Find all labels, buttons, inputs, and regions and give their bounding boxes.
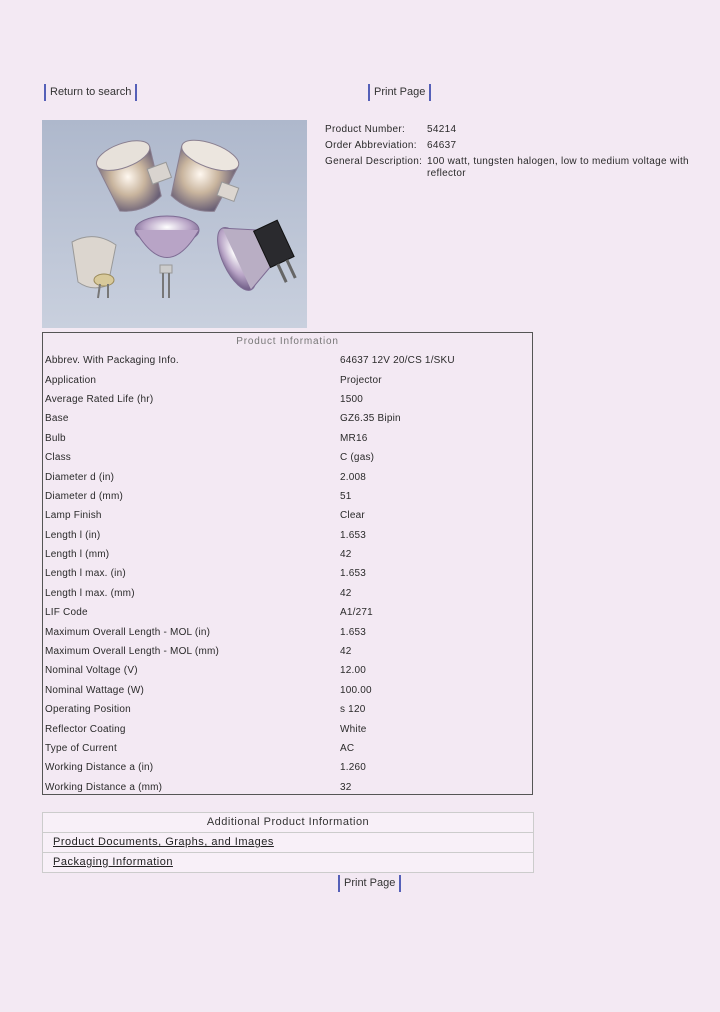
- spec-label: Base: [45, 413, 69, 425]
- return-to-search-button[interactable]: Return to search: [44, 84, 137, 101]
- spec-value: 64637 12V 20/CS 1/SKU: [340, 355, 455, 367]
- spec-label: Length l (mm): [45, 549, 110, 561]
- spec-value: Projector: [340, 374, 382, 386]
- spec-label: Diameter d (mm): [45, 490, 124, 502]
- table-row: [43, 351, 532, 370]
- additional-info-title: Additional Product Information: [42, 812, 534, 832]
- table-row: [43, 739, 532, 758]
- print-page-bottom-button[interactable]: Print Page: [338, 875, 401, 892]
- spec-label: Type of Current: [45, 743, 117, 754]
- spec-label: Bulb: [45, 432, 66, 444]
- product-photo: [42, 120, 307, 328]
- table-row: [43, 661, 532, 680]
- product-number-label: Product Number:: [325, 124, 406, 135]
- spec-value: 42: [340, 549, 352, 561]
- spec-label: Class: [45, 452, 72, 464]
- packaging-information-row: [42, 853, 534, 873]
- spec-value: 32: [340, 781, 352, 793]
- additional-product-information: [42, 812, 534, 873]
- spec-label: Maximum Overall Length - MOL (mm): [45, 646, 220, 658]
- table-row: [43, 390, 532, 409]
- spec-value: 42: [340, 587, 352, 599]
- spec-value: 2.008: [340, 471, 367, 483]
- spec-value: White: [340, 723, 367, 735]
- spec-label: Working Distance a (in): [45, 762, 154, 774]
- spec-label: Application: [45, 374, 97, 386]
- spec-value: s 120: [340, 704, 366, 716]
- spec-label: Lamp Finish: [45, 510, 102, 522]
- general-description-label: General Description:: [325, 156, 423, 167]
- table-row: [43, 584, 532, 603]
- general-description-value: 100 watt, tungsten halogen, low to medium voltage with reflector: [427, 156, 689, 179]
- spec-value: C (gas): [340, 452, 375, 464]
- spec-value: 12.00: [340, 665, 367, 677]
- spec-value: 1500: [340, 393, 364, 405]
- product-documents-row: [42, 832, 534, 853]
- spec-value: 1.653: [340, 568, 367, 580]
- spec-value: A1/271: [340, 607, 373, 619]
- spec-value: 42: [340, 646, 352, 658]
- table-row: [43, 719, 532, 738]
- table-row: [43, 506, 532, 525]
- spec-value: 51: [340, 490, 352, 502]
- table-row: [43, 429, 532, 448]
- lamp-photo-image: [42, 120, 307, 328]
- table-row: [43, 603, 532, 622]
- spec-value: GZ6.35 Bipin: [340, 413, 401, 425]
- spec-value: 1.653: [340, 626, 367, 638]
- product-information-rows: [43, 351, 532, 797]
- table-row: [43, 526, 532, 545]
- product-information-table: [42, 332, 533, 795]
- spec-label: Nominal Voltage (V): [45, 665, 138, 677]
- spec-label: Length l max. (in): [45, 568, 126, 580]
- spec-value: 1.260: [340, 762, 367, 774]
- spec-value: Clear: [340, 510, 365, 522]
- table-row: [43, 448, 532, 467]
- product-documents-link[interactable]: Product Documents, Graphs, and Images: [53, 836, 274, 848]
- table-row: [43, 681, 532, 700]
- product-number-row: [325, 124, 695, 136]
- table-row: [43, 487, 532, 506]
- product-summary: [325, 124, 695, 184]
- table-row: [43, 564, 532, 583]
- table-row: [43, 545, 532, 564]
- table-row: [43, 700, 532, 719]
- spec-label: Average Rated Life (hr): [45, 393, 154, 405]
- spec-value: AC: [340, 743, 355, 754]
- spec-value: MR16: [340, 432, 368, 444]
- spec-label: Maximum Overall Length - MOL (in): [45, 626, 211, 638]
- product-number-value: 54214: [427, 124, 457, 135]
- spec-value: 100.00: [340, 684, 372, 696]
- table-row: [43, 758, 532, 777]
- spec-label: Abbrev. With Packaging Info.: [45, 355, 179, 367]
- table-row: [43, 642, 532, 661]
- spec-label: Working Distance a (mm): [45, 781, 163, 793]
- spec-label: Length l max. (mm): [45, 587, 135, 599]
- spec-label: Operating Position: [45, 704, 131, 716]
- table-row: [43, 778, 532, 797]
- order-abbreviation-value: 64637: [427, 140, 457, 151]
- spec-label: Length l (in): [45, 529, 101, 541]
- table-row: [43, 467, 532, 486]
- spec-label: Diameter d (in): [45, 471, 115, 483]
- order-abbreviation-label: Order Abbreviation:: [325, 140, 417, 151]
- spec-label: LIF Code: [45, 607, 88, 619]
- product-information-title: Product Information: [236, 336, 339, 347]
- spec-value: 1.653: [340, 529, 367, 541]
- print-page-button[interactable]: Print Page: [368, 84, 431, 101]
- table-row: [43, 370, 532, 389]
- table-row: [43, 409, 532, 428]
- spec-label: Reflector Coating: [45, 723, 126, 735]
- packaging-information-link[interactable]: Packaging Information: [53, 856, 173, 868]
- spec-label: Nominal Wattage (W): [45, 684, 145, 696]
- general-description-row: [325, 156, 695, 180]
- table-row: [43, 622, 532, 641]
- order-abbreviation-row: [325, 140, 695, 152]
